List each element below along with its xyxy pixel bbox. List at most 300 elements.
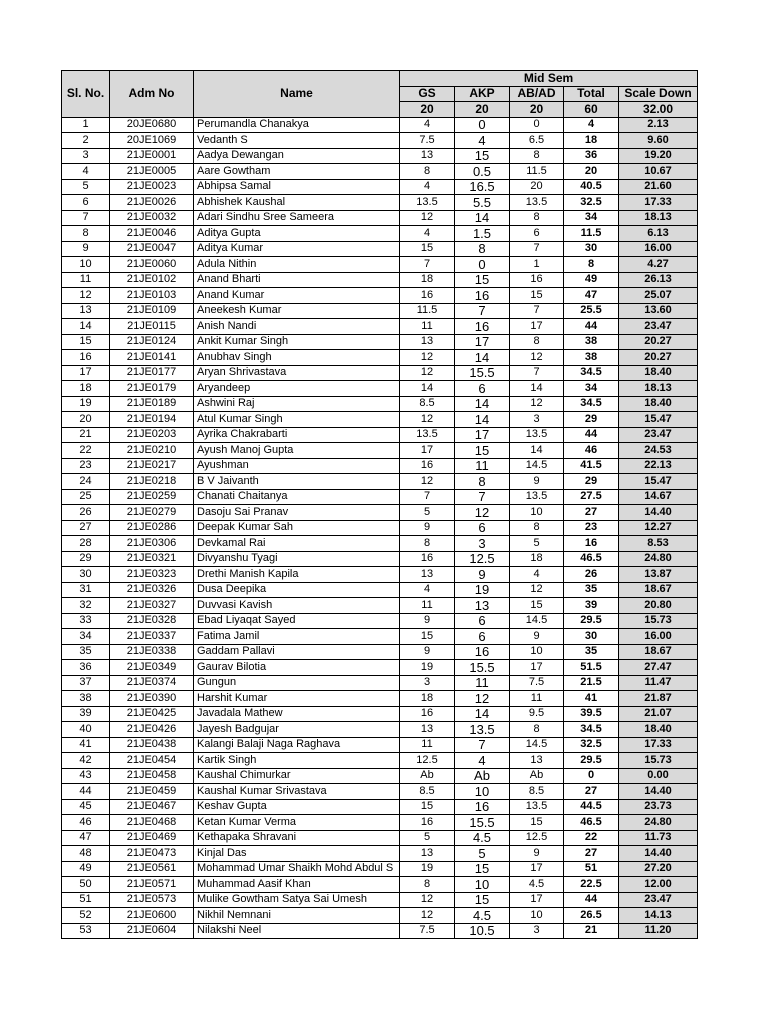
cell-scale-down: 12.00 xyxy=(619,877,698,893)
cell-total: 49 xyxy=(564,272,619,288)
cell-name: Adula Nithin xyxy=(194,257,400,273)
header-total-max: 60 xyxy=(564,102,619,118)
cell-scale-down: 21.07 xyxy=(619,706,698,722)
cell-name: Kartik Singh xyxy=(194,753,400,769)
cell-name: Anand Bharti xyxy=(194,272,400,288)
cell-admno: 21JE0141 xyxy=(110,350,194,366)
cell-admno: 21JE0600 xyxy=(110,908,194,924)
cell-total: 29.5 xyxy=(564,753,619,769)
table-row xyxy=(62,846,698,862)
cell-abad: 3 xyxy=(510,412,564,428)
cell-name: Jayesh Badgujar xyxy=(194,722,400,738)
cell-gs: 13.5 xyxy=(400,195,455,211)
cell-total: 16 xyxy=(564,536,619,552)
cell-total: 22.5 xyxy=(564,877,619,893)
cell-total: 30 xyxy=(564,629,619,645)
cell-name: Kaushal Chimurkar xyxy=(194,768,400,784)
cell-akp: 6 xyxy=(455,520,510,536)
cell-gs: 8 xyxy=(400,164,455,180)
cell-total: 27 xyxy=(564,505,619,521)
cell-scale-down: 19.20 xyxy=(619,148,698,164)
cell-gs: 9 xyxy=(400,520,455,536)
cell-admno: 21JE0194 xyxy=(110,412,194,428)
cell-total: 34.5 xyxy=(564,722,619,738)
cell-name: Divyanshu Tyagi xyxy=(194,551,400,567)
cell-name: Aditya Gupta xyxy=(194,226,400,242)
cell-name: B V Jaivanth xyxy=(194,474,400,490)
cell-gs: 12 xyxy=(400,350,455,366)
cell-abad: 1 xyxy=(510,257,564,273)
cell-total: 30 xyxy=(564,241,619,257)
cell-akp: 15.5 xyxy=(455,660,510,676)
cell-admno: 21JE0323 xyxy=(110,567,194,583)
header-akp: AKP xyxy=(455,86,510,102)
cell-akp: 15 xyxy=(455,861,510,877)
cell-scale-down: 14.13 xyxy=(619,908,698,924)
cell-gs: 16 xyxy=(400,458,455,474)
cell-admno: 21JE0328 xyxy=(110,613,194,629)
cell-slno: 21 xyxy=(62,427,110,443)
table-row xyxy=(62,582,698,598)
cell-abad: 13.5 xyxy=(510,195,564,211)
cell-slno: 22 xyxy=(62,443,110,459)
cell-admno: 21JE0279 xyxy=(110,505,194,521)
cell-akp: 6 xyxy=(455,613,510,629)
header-total: Total xyxy=(564,86,619,102)
cell-abad: 10 xyxy=(510,644,564,660)
cell-admno: 21JE0286 xyxy=(110,520,194,536)
cell-akp: 14 xyxy=(455,210,510,226)
table-row xyxy=(62,768,698,784)
cell-gs: 8.5 xyxy=(400,396,455,412)
cell-admno: 21JE0374 xyxy=(110,675,194,691)
table-row xyxy=(62,830,698,846)
table-row xyxy=(62,288,698,304)
cell-scale-down: 27.47 xyxy=(619,660,698,676)
cell-abad: 5 xyxy=(510,536,564,552)
cell-total: 18 xyxy=(564,133,619,149)
cell-akp: 10 xyxy=(455,877,510,893)
cell-admno: 20JE0680 xyxy=(110,117,194,133)
cell-scale-down: 21.60 xyxy=(619,179,698,195)
table-row xyxy=(62,629,698,645)
cell-gs: 15 xyxy=(400,799,455,815)
cell-abad: 8 xyxy=(510,148,564,164)
cell-total: 26 xyxy=(564,567,619,583)
table-row xyxy=(62,908,698,924)
cell-slno: 47 xyxy=(62,830,110,846)
cell-abad: 18 xyxy=(510,551,564,567)
cell-total: 0 xyxy=(564,768,619,784)
cell-scale-down: 18.40 xyxy=(619,365,698,381)
cell-gs: 3 xyxy=(400,675,455,691)
table-row xyxy=(62,241,698,257)
cell-abad: 17 xyxy=(510,861,564,877)
cell-scale-down: 16.00 xyxy=(619,629,698,645)
cell-gs: 11 xyxy=(400,737,455,753)
cell-abad: 3 xyxy=(510,923,564,939)
cell-abad: 8 xyxy=(510,520,564,536)
cell-name: Adari Sindhu Sree Sameera xyxy=(194,210,400,226)
cell-abad: 6.5 xyxy=(510,133,564,149)
cell-name: Ketan Kumar Verma xyxy=(194,815,400,831)
cell-gs: 4 xyxy=(400,226,455,242)
cell-total: 23 xyxy=(564,520,619,536)
table-row xyxy=(62,706,698,722)
cell-admno: 21JE0468 xyxy=(110,815,194,831)
cell-total: 26.5 xyxy=(564,908,619,924)
cell-scale-down: 15.73 xyxy=(619,613,698,629)
cell-akp: 15.5 xyxy=(455,815,510,831)
cell-scale-down: 11.73 xyxy=(619,830,698,846)
cell-akp: Ab xyxy=(455,768,510,784)
cell-name: Keshav Gupta xyxy=(194,799,400,815)
cell-slno: 37 xyxy=(62,675,110,691)
cell-admno: 21JE0189 xyxy=(110,396,194,412)
cell-gs: 13 xyxy=(400,148,455,164)
cell-name: Fatima Jamil xyxy=(194,629,400,645)
cell-slno: 48 xyxy=(62,846,110,862)
cell-slno: 14 xyxy=(62,319,110,335)
cell-slno: 9 xyxy=(62,241,110,257)
cell-akp: 8 xyxy=(455,241,510,257)
table-row xyxy=(62,148,698,164)
table-row xyxy=(62,396,698,412)
cell-slno: 16 xyxy=(62,350,110,366)
cell-scale-down: 20.27 xyxy=(619,334,698,350)
cell-akp: 15 xyxy=(455,892,510,908)
cell-name: Muhammad Aasif Khan xyxy=(194,877,400,893)
cell-admno: 21JE0306 xyxy=(110,536,194,552)
cell-abad: 15 xyxy=(510,598,564,614)
cell-akp: 14 xyxy=(455,350,510,366)
cell-slno: 39 xyxy=(62,706,110,722)
cell-name: Aryandeep xyxy=(194,381,400,397)
cell-scale-down: 12.27 xyxy=(619,520,698,536)
cell-abad: 11 xyxy=(510,691,564,707)
cell-scale-down: 21.87 xyxy=(619,691,698,707)
cell-scale-down: 24.80 xyxy=(619,551,698,567)
table-row xyxy=(62,644,698,660)
cell-akp: 15 xyxy=(455,443,510,459)
cell-name: Ebad Liyaqat Sayed xyxy=(194,613,400,629)
table-row xyxy=(62,598,698,614)
cell-scale-down: 17.33 xyxy=(619,737,698,753)
cell-akp: 6 xyxy=(455,381,510,397)
cell-slno: 4 xyxy=(62,164,110,180)
cell-gs: 19 xyxy=(400,861,455,877)
table-row xyxy=(62,753,698,769)
cell-gs: 14 xyxy=(400,381,455,397)
cell-abad: 7 xyxy=(510,303,564,319)
cell-slno: 1 xyxy=(62,117,110,133)
cell-slno: 25 xyxy=(62,489,110,505)
cell-scale-down: 18.13 xyxy=(619,381,698,397)
cell-abad: 8.5 xyxy=(510,784,564,800)
cell-total: 35 xyxy=(564,644,619,660)
cell-name: Ayush Manoj Gupta xyxy=(194,443,400,459)
cell-total: 8 xyxy=(564,257,619,273)
cell-abad: 7.5 xyxy=(510,675,564,691)
cell-total: 22 xyxy=(564,830,619,846)
cell-name: Javadala Mathew xyxy=(194,706,400,722)
cell-slno: 36 xyxy=(62,660,110,676)
cell-total: 41.5 xyxy=(564,458,619,474)
cell-akp: 10 xyxy=(455,784,510,800)
cell-name: Kethapaka Shravani xyxy=(194,830,400,846)
cell-name: Gaurav Bilotia xyxy=(194,660,400,676)
cell-admno: 21JE0438 xyxy=(110,737,194,753)
cell-abad: 4.5 xyxy=(510,877,564,893)
table-row xyxy=(62,892,698,908)
cell-scale-down: 24.53 xyxy=(619,443,698,459)
cell-total: 44.5 xyxy=(564,799,619,815)
cell-total: 4 xyxy=(564,117,619,133)
cell-total: 46.5 xyxy=(564,815,619,831)
cell-slno: 29 xyxy=(62,551,110,567)
cell-name: Atul Kumar Singh xyxy=(194,412,400,428)
header-midsem: Mid Sem xyxy=(400,71,698,87)
cell-scale-down: 10.67 xyxy=(619,164,698,180)
marks-table xyxy=(61,70,698,939)
cell-abad: 7 xyxy=(510,365,564,381)
cell-gs: 9 xyxy=(400,644,455,660)
cell-abad: 4 xyxy=(510,567,564,583)
cell-name: Abhishek Kaushal xyxy=(194,195,400,211)
cell-name: Anand Kumar xyxy=(194,288,400,304)
cell-admno: 21JE0005 xyxy=(110,164,194,180)
table-row xyxy=(62,861,698,877)
cell-gs: 7 xyxy=(400,489,455,505)
cell-slno: 18 xyxy=(62,381,110,397)
cell-gs: 9 xyxy=(400,613,455,629)
cell-abad: 9.5 xyxy=(510,706,564,722)
cell-name: Mohammad Umar Shaikh Mohd Abdul S xyxy=(194,861,400,877)
cell-slno: 30 xyxy=(62,567,110,583)
cell-slno: 28 xyxy=(62,536,110,552)
cell-akp: 16 xyxy=(455,319,510,335)
table-row xyxy=(62,195,698,211)
cell-gs: 4 xyxy=(400,179,455,195)
cell-abad: 20 xyxy=(510,179,564,195)
cell-total: 40.5 xyxy=(564,179,619,195)
cell-total: 29 xyxy=(564,412,619,428)
cell-scale-down: 14.40 xyxy=(619,846,698,862)
cell-name: Ayushman xyxy=(194,458,400,474)
table-row xyxy=(62,737,698,753)
cell-admno: 21JE0473 xyxy=(110,846,194,862)
cell-slno: 7 xyxy=(62,210,110,226)
table-row xyxy=(62,257,698,273)
cell-akp: 5 xyxy=(455,846,510,862)
cell-scale-down: 18.40 xyxy=(619,722,698,738)
cell-admno: 21JE0259 xyxy=(110,489,194,505)
cell-admno: 21JE0338 xyxy=(110,644,194,660)
table-row xyxy=(62,226,698,242)
cell-admno: 21JE0604 xyxy=(110,923,194,939)
cell-slno: 23 xyxy=(62,458,110,474)
cell-akp: 17 xyxy=(455,334,510,350)
table-row xyxy=(62,505,698,521)
table-row xyxy=(62,319,698,335)
header-gs: GS xyxy=(400,86,455,102)
cell-admno: 21JE0321 xyxy=(110,551,194,567)
table-row xyxy=(62,133,698,149)
cell-name: Ashwini Raj xyxy=(194,396,400,412)
cell-slno: 41 xyxy=(62,737,110,753)
table-row xyxy=(62,799,698,815)
table-row xyxy=(62,474,698,490)
cell-slno: 44 xyxy=(62,784,110,800)
header-gs-max: 20 xyxy=(400,102,455,118)
cell-scale-down: 6.13 xyxy=(619,226,698,242)
cell-name: Dusa Deepika xyxy=(194,582,400,598)
cell-admno: 21JE0026 xyxy=(110,195,194,211)
table-row xyxy=(62,381,698,397)
cell-name: Chanati Chaitanya xyxy=(194,489,400,505)
cell-admno: 21JE0210 xyxy=(110,443,194,459)
cell-admno: 21JE0047 xyxy=(110,241,194,257)
cell-admno: 21JE0109 xyxy=(110,303,194,319)
cell-abad: 13.5 xyxy=(510,799,564,815)
table-row xyxy=(62,427,698,443)
cell-akp: 15 xyxy=(455,148,510,164)
cell-akp: 14 xyxy=(455,396,510,412)
cell-abad: 9 xyxy=(510,629,564,645)
cell-abad: 9 xyxy=(510,846,564,862)
cell-akp: 3 xyxy=(455,536,510,552)
cell-admno: 21JE0203 xyxy=(110,427,194,443)
cell-total: 25.5 xyxy=(564,303,619,319)
cell-akp: 0.5 xyxy=(455,164,510,180)
cell-scale-down: 13.60 xyxy=(619,303,698,319)
cell-scale-down: 15.47 xyxy=(619,474,698,490)
cell-slno: 8 xyxy=(62,226,110,242)
cell-admno: 21JE0454 xyxy=(110,753,194,769)
cell-akp: 11 xyxy=(455,458,510,474)
cell-total: 29 xyxy=(564,474,619,490)
cell-akp: 13 xyxy=(455,598,510,614)
cell-gs: 17 xyxy=(400,443,455,459)
cell-slno: 10 xyxy=(62,257,110,273)
table-row xyxy=(62,784,698,800)
cell-admno: 21JE0467 xyxy=(110,799,194,815)
table-row xyxy=(62,272,698,288)
cell-admno: 21JE0060 xyxy=(110,257,194,273)
cell-name: Abhipsa Samal xyxy=(194,179,400,195)
cell-gs: 13 xyxy=(400,846,455,862)
cell-total: 39 xyxy=(564,598,619,614)
cell-akp: 5.5 xyxy=(455,195,510,211)
cell-gs: 12 xyxy=(400,210,455,226)
cell-total: 36 xyxy=(564,148,619,164)
cell-gs: 16 xyxy=(400,551,455,567)
cell-admno: 21JE0469 xyxy=(110,830,194,846)
cell-name: Vedanth S xyxy=(194,133,400,149)
cell-name: Anish Nandi xyxy=(194,319,400,335)
cell-abad: 17 xyxy=(510,319,564,335)
table-row xyxy=(62,350,698,366)
cell-abad: 9 xyxy=(510,474,564,490)
cell-name: Kaushal Kumar Srivastava xyxy=(194,784,400,800)
cell-abad: 10 xyxy=(510,505,564,521)
cell-total: 46 xyxy=(564,443,619,459)
cell-name: Deepak Kumar Sah xyxy=(194,520,400,536)
cell-slno: 2 xyxy=(62,133,110,149)
table-row xyxy=(62,303,698,319)
cell-slno: 45 xyxy=(62,799,110,815)
cell-gs: Ab xyxy=(400,768,455,784)
table-row xyxy=(62,489,698,505)
cell-akp: 12 xyxy=(455,691,510,707)
cell-gs: 12 xyxy=(400,892,455,908)
cell-abad: 14 xyxy=(510,381,564,397)
header-slno: Sl. No. xyxy=(62,71,110,118)
cell-slno: 20 xyxy=(62,412,110,428)
cell-scale-down: 9.60 xyxy=(619,133,698,149)
cell-admno: 21JE0573 xyxy=(110,892,194,908)
cell-scale-down: 16.00 xyxy=(619,241,698,257)
cell-abad: 12 xyxy=(510,396,564,412)
cell-akp: 12.5 xyxy=(455,551,510,567)
cell-admno: 21JE0179 xyxy=(110,381,194,397)
header-abad-max: 20 xyxy=(510,102,564,118)
cell-total: 32.5 xyxy=(564,737,619,753)
cell-scale-down: 23.47 xyxy=(619,892,698,908)
table-row xyxy=(62,815,698,831)
cell-total: 46.5 xyxy=(564,551,619,567)
cell-total: 21.5 xyxy=(564,675,619,691)
cell-admno: 21JE0115 xyxy=(110,319,194,335)
cell-name: Aditya Kumar xyxy=(194,241,400,257)
cell-admno: 21JE0426 xyxy=(110,722,194,738)
cell-slno: 40 xyxy=(62,722,110,738)
cell-slno: 52 xyxy=(62,908,110,924)
cell-scale-down: 25.07 xyxy=(619,288,698,304)
cell-gs: 15 xyxy=(400,629,455,645)
cell-admno: 21JE0177 xyxy=(110,365,194,381)
cell-total: 38 xyxy=(564,334,619,350)
header-akp-max: 20 xyxy=(455,102,510,118)
cell-scale-down: 8.53 xyxy=(619,536,698,552)
cell-scale-down: 23.73 xyxy=(619,799,698,815)
cell-akp: 6 xyxy=(455,629,510,645)
cell-name: Aryan Shrivastava xyxy=(194,365,400,381)
cell-total: 11.5 xyxy=(564,226,619,242)
cell-slno: 27 xyxy=(62,520,110,536)
cell-gs: 16 xyxy=(400,288,455,304)
cell-akp: 1.5 xyxy=(455,226,510,242)
cell-abad: 10 xyxy=(510,908,564,924)
cell-total: 27.5 xyxy=(564,489,619,505)
table-row xyxy=(62,443,698,459)
cell-abad: 17 xyxy=(510,892,564,908)
cell-total: 27 xyxy=(564,784,619,800)
cell-abad: 8 xyxy=(510,722,564,738)
cell-scale-down: 22.13 xyxy=(619,458,698,474)
cell-slno: 53 xyxy=(62,923,110,939)
cell-abad: 17 xyxy=(510,660,564,676)
cell-akp: 4 xyxy=(455,133,510,149)
cell-name: Drethi Manish Kapila xyxy=(194,567,400,583)
cell-name: Kalangi Balaji Naga Raghava xyxy=(194,737,400,753)
cell-name: Harshit Kumar xyxy=(194,691,400,707)
cell-akp: 15.5 xyxy=(455,365,510,381)
table-row xyxy=(62,877,698,893)
cell-scale-down: 18.13 xyxy=(619,210,698,226)
cell-name: Mulike Gowtham Satya Sai Umesh xyxy=(194,892,400,908)
cell-scale-down: 18.67 xyxy=(619,644,698,660)
